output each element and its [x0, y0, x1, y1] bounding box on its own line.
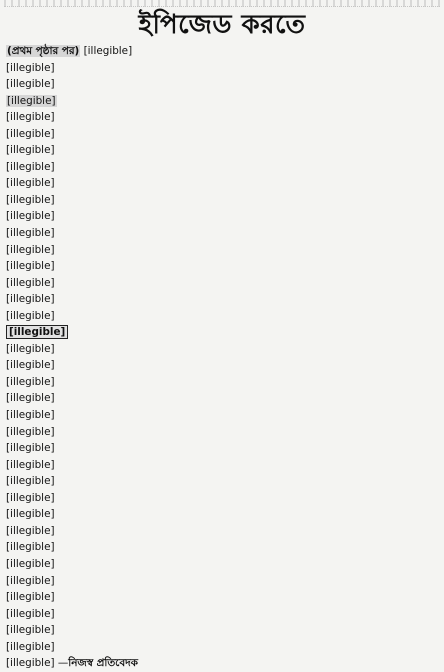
article-line [6, 539, 438, 556]
article-text: [illegible] [6, 111, 55, 124]
article-text: [illegible] [80, 45, 133, 57]
article-text: [illegible] [6, 607, 55, 620]
article-text: [illegible] [6, 491, 55, 504]
article-line [6, 275, 438, 292]
article-text: [illegible] [6, 193, 55, 206]
byline-dash: — [54, 657, 69, 670]
article-line [6, 506, 438, 523]
byline: নিজস্ব প্রতিবেদক [68, 657, 138, 670]
article-line [6, 291, 438, 308]
article-text: [illegible] [6, 177, 55, 190]
continuation-tag: (প্রথম পৃষ্ঠার পর) [7, 45, 80, 57]
article-line [6, 192, 438, 209]
article-text: [illegible] [6, 508, 55, 521]
article-line [6, 126, 438, 143]
article-line [6, 242, 438, 259]
article-line [6, 60, 438, 77]
article-line [6, 76, 438, 93]
article-line [6, 142, 438, 159]
article-text: [illegible] [6, 375, 55, 388]
article-line [6, 440, 438, 457]
article-text: [illegible] [6, 392, 55, 405]
article-line [6, 341, 438, 358]
article-text: [illegible] [6, 640, 55, 653]
article-text: [illegible] [6, 160, 55, 173]
article-line [6, 606, 438, 623]
article-text: [illegible] [6, 425, 55, 438]
article-line [6, 308, 438, 325]
article-line [6, 655, 438, 672]
headline: ইপিজেড করতে [138, 10, 306, 40]
article-text: [illegible] [6, 541, 55, 554]
article-line [6, 589, 438, 606]
article-line [6, 159, 438, 176]
article-text: [illegible] [6, 458, 55, 471]
article-text: [illegible] [6, 524, 55, 537]
article-text: [illegible] [6, 78, 55, 91]
article-text: [illegible] [6, 61, 55, 74]
article-text: [illegible] [6, 475, 55, 488]
article-line [6, 390, 438, 407]
article-line [6, 225, 438, 242]
article-text: [illegible] [6, 210, 55, 223]
article-text: [illegible] [6, 657, 55, 670]
subheading: [illegible] [6, 325, 68, 339]
article-text: [illegible] [6, 409, 55, 422]
article-line [6, 622, 438, 639]
article-line [6, 556, 438, 573]
article-text: [illegible] [6, 624, 55, 637]
article-line [6, 490, 438, 507]
article-text: [illegible] [6, 574, 55, 587]
article-text: [illegible] [6, 442, 55, 455]
article-line [6, 523, 438, 540]
article-line [6, 374, 438, 391]
article-line [6, 258, 438, 275]
article-text: [illegible] [6, 127, 55, 140]
article-line [6, 324, 438, 341]
article-text: [illegible] [6, 293, 55, 306]
article-line [6, 424, 438, 441]
article-line [6, 357, 438, 374]
article-text: [illegible] [6, 144, 55, 157]
article-text: [illegible] [6, 591, 55, 604]
article-text: [illegible] [6, 342, 55, 355]
article-text: [illegible] [6, 557, 55, 570]
article-line [6, 175, 438, 192]
article-text: [illegible] [6, 359, 55, 372]
article-text: [illegible] [6, 227, 55, 240]
article-line [6, 43, 438, 60]
article-line [6, 208, 438, 225]
article-line [6, 573, 438, 590]
article-line [6, 407, 438, 424]
article-line [6, 457, 438, 474]
cropped-previous-line [4, 0, 440, 7]
article-body [6, 43, 438, 672]
article-text: [illegible] [6, 276, 55, 289]
article-line [6, 473, 438, 490]
article-text: [illegible] [6, 309, 55, 322]
article-line [6, 639, 438, 656]
article-text: [illegible] [6, 260, 55, 273]
article-line [6, 109, 438, 126]
article-line [6, 93, 438, 110]
highlighted-text: [illegible] [7, 94, 56, 107]
article-text: [illegible] [6, 243, 55, 256]
